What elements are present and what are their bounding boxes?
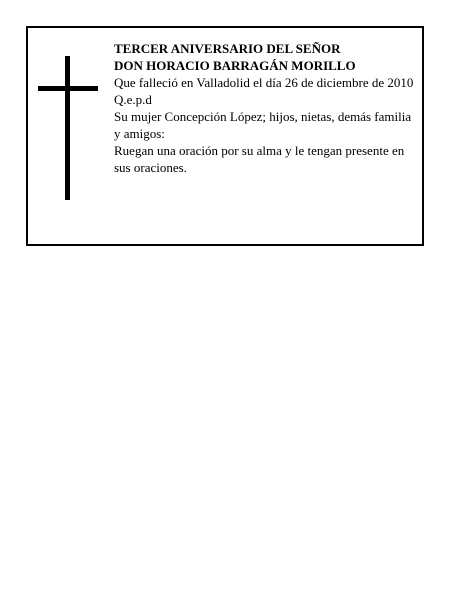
obituary-notice <box>26 26 424 246</box>
title-line-2: DON HORACIO BARRAGÁN MORILLO <box>114 58 356 73</box>
prayer-line: Ruegan una oración por su alma y le tengan presente en sus oraciones. <box>114 143 405 175</box>
family-line: Su mujer Concepción López; hijos, nietas, demás familia y amigos: <box>114 109 412 141</box>
death-info: Que falleció en Valladolid el día 26 de diciembre de 2010 <box>114 75 414 90</box>
cross-vertical-bar <box>65 56 70 200</box>
title-line-1: TERCER ANIVERSARIO DEL SEÑOR <box>114 41 341 56</box>
cross-icon <box>38 56 98 200</box>
notice-text <box>114 40 416 176</box>
cross-horizontal-bar <box>38 86 98 91</box>
qepd: Q.e.p.d <box>114 92 152 107</box>
